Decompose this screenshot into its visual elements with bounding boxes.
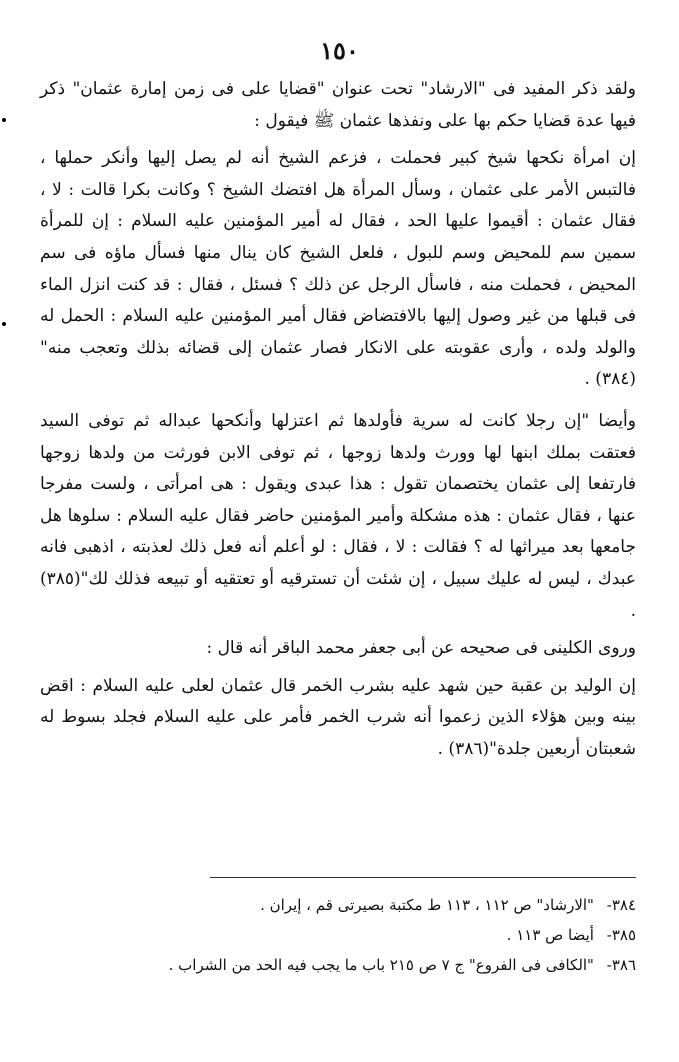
footnote <box>40 950 636 980</box>
footnote-number: ٣٨٦- <box>606 956 636 974</box>
footnote-text: أيضا ص ١١٣ . <box>506 926 594 944</box>
page-number: ١٥٠ <box>320 36 359 65</box>
quote-paragraph-2: وأيضا "إن رجلا كانت له سرية فأولدها ثم اعتزلها وأنكحها عبداله ثم توفى السيد فعتقت بملك ابنها لها وورث ولدها زوجها ، ثم توفى الابن فورثت من ولدها زوجها فارتفعا إلى عثمان يختصمان تقول : هذا عبدى ويقول : هى امرأتى ، ولست مفرجا عنها ، فقال عثمان : هذه مشكلة وأمير المؤمنين حاضر فقال عليه السلام : سلوها هل جامعها بعد ميراثها له ؟ فقالت : لا ، فقال : لو أعلم أنه فعل ذلك لعذبته ، اذهبى فانه عبدك ، ليس له عليك سبيل ، إن شئت أن تسترقيه أو تعتقيه أو تبيعه فذلك لك"(٣٨٥) . <box>40 410 636 621</box>
quote-paragraph-1: إن امرأة نكحها شيخ كبير فحملت ، فزعم الشيخ أنه لم يصل إليها وأنكر حملها ، فالتبس الأمر على عثمان ، وسأل المرأة هل افتضك الشيخ ؟ وكانت بكرا قالت : لا ، فقال عثمان : أقيموا عليها الحد ، فقال له أمير المؤمنين عليه السلام : إن للمرأة سمين سم للمحيض وسم للبول ، فلعل الشيخ كان ينال منها فسأل ماؤه فى سم المحيض ، فحملت منه ، فاسأل الرجل عن ذلك ؟ فسئل ، فقال : قد كنت انزل الماء فى قبلها من غير وصول إليها بالافتضاض فقال أمير المؤمنين عليه السلام : الحمل له والولد ولده ، وأرى عقوبته على الانكار فصار عثمان إلى قضائه بذلك وتعجب منه"(٣٨٤) . <box>40 148 636 390</box>
quote-paragraph-3: إن الوليد بن عقبة حين شهد عليه بشرب الخمر قال عثمان لعلى عليه السلام : اقض بينه وبين هؤلاء الذين زعموا أنه شرب الخمر فأمر على عليه السلام فجلد بسوط له شعبتان أربعين جلدة"(٣٨٦) . <box>40 675 636 759</box>
margin-dot <box>2 118 6 122</box>
footnotes <box>40 890 636 980</box>
intro-paragraph: ولقد ذكر المفيد فى "الارشاد" تحت عنوان "قضايا على فى زمن إمارة عثمان" ذكر فيها عدة قضايا حكم بها على ونفذها عثمان ﷺ فيقول : <box>40 79 636 131</box>
footnote-separator <box>210 877 636 878</box>
narration-paragraph: وروى الكلينى فى صحيحه عن أبى جعفر محمد الباقر أنه قال : <box>206 638 636 659</box>
footnote <box>40 890 636 920</box>
footnote-text: "الارشاد" ص ١١٢ ، ١١٣ ط مكتبة بصيرتى قم ، إيران . <box>260 896 594 914</box>
footnote-text: "الكافى فى الفروع" ج ٧ ص ٢١٥ باب ما يجب فيه الحد من الشراب . <box>168 956 594 974</box>
main-text <box>40 74 636 765</box>
margin-dot <box>2 322 6 326</box>
footnote-number: ٣٨٤- <box>606 896 636 914</box>
footnote-number: ٣٨٥- <box>606 926 636 944</box>
footnote <box>40 920 636 950</box>
